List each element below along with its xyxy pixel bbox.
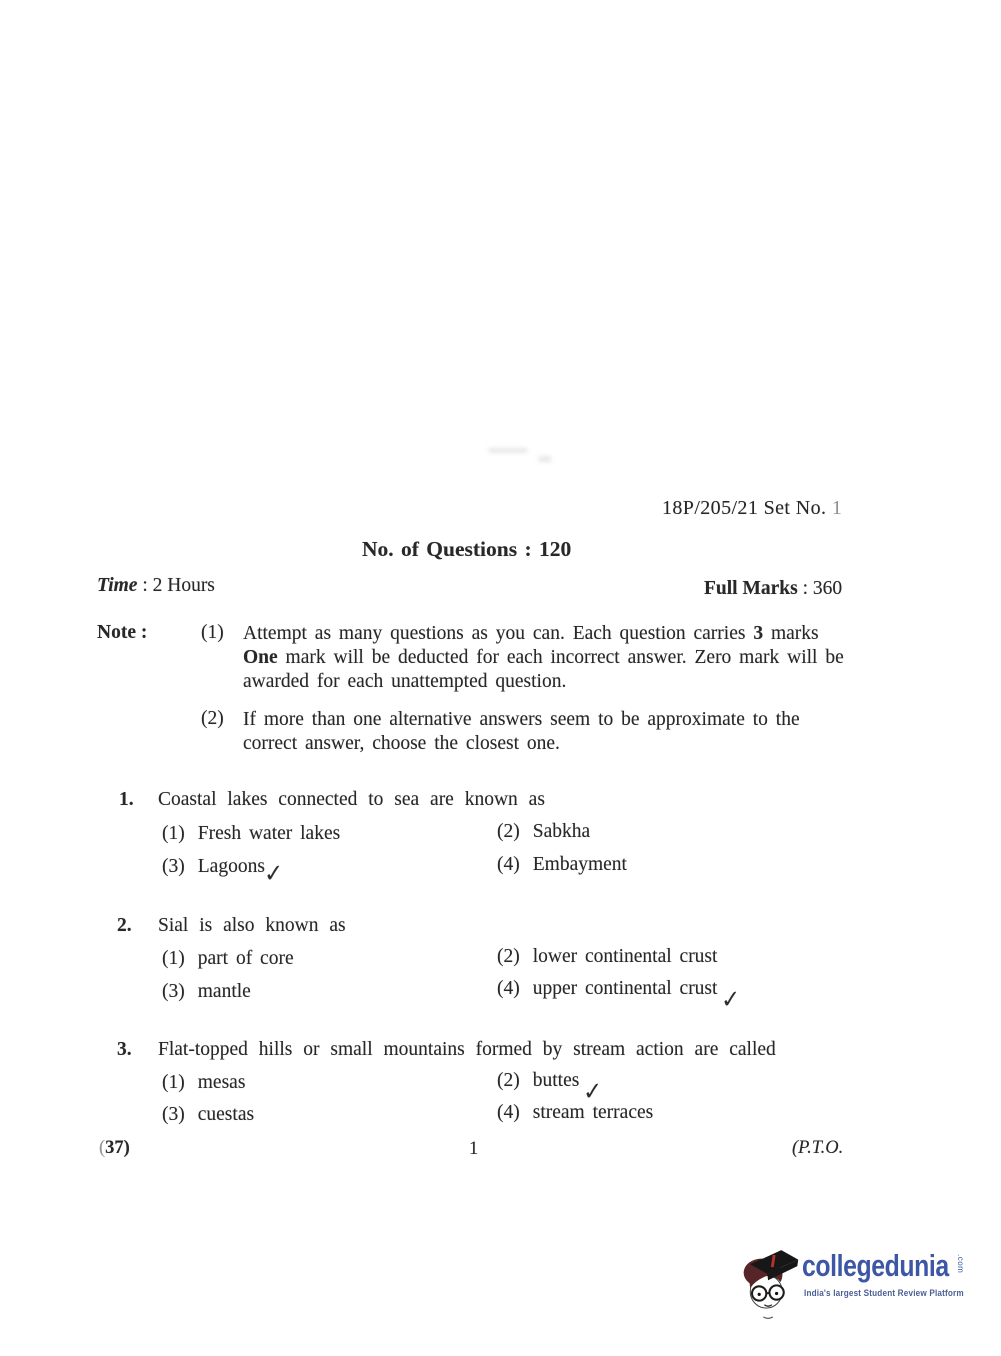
note-item-1-text	[243, 622, 844, 693]
note-item-2-number: (2)	[201, 708, 224, 729]
handwritten-checkmark: ✓	[263, 859, 284, 889]
option-number: (1)	[162, 823, 185, 844]
option-number: (1)	[162, 1072, 185, 1093]
note-label: Note :	[97, 622, 148, 643]
option-number: (1)	[162, 948, 185, 969]
option-text: upper continental crust	[532, 978, 718, 999]
question-3-option-3	[162, 1104, 254, 1126]
option-number: (3)	[162, 856, 185, 877]
paper-code-text: 18P/205/21 Set No.	[662, 497, 827, 519]
collegedunia-logo	[738, 1246, 994, 1326]
option-text: Embayment	[532, 854, 627, 875]
time-label: Time	[97, 575, 138, 596]
question-3-option-2	[497, 1070, 603, 1107]
question-1-option-2	[497, 821, 590, 843]
mascot-graduate-icon	[738, 1246, 802, 1324]
footer-set-code-paren: (	[99, 1138, 106, 1158]
scan-smudge	[538, 456, 552, 462]
handwritten-checkmark: ✓	[582, 1077, 603, 1107]
question-2-text: Sial is also known as	[158, 915, 346, 936]
option-number: (3)	[162, 1104, 185, 1125]
question-3-option-1	[162, 1072, 245, 1094]
footer-set-code-text: 37)	[105, 1138, 130, 1158]
question-3-option-4	[497, 1102, 653, 1124]
footer-set-code	[99, 1138, 130, 1159]
option-text: Sabkha	[532, 821, 591, 842]
question-2-option-4	[497, 978, 742, 1015]
question-1-text: Coastal lakes connected to sea are known as	[158, 789, 545, 810]
note-item-1-number: (1)	[201, 622, 224, 643]
question-1-option-3	[162, 856, 284, 889]
option-text: mesas	[197, 1072, 246, 1093]
full-marks-label: Full Marks	[704, 578, 798, 599]
question-2-option-3	[162, 981, 251, 1003]
paper-code	[662, 497, 842, 520]
scan-smudge	[488, 448, 528, 453]
footer-page-number: 1	[469, 1139, 479, 1159]
note-line: correct answer, choose the closest one.	[243, 732, 560, 754]
question-2-number: 2.	[117, 915, 132, 936]
handwritten-checkmark: ✓	[721, 985, 742, 1015]
question-2-option-2	[497, 946, 717, 968]
option-text: mantle	[197, 981, 251, 1002]
option-number: (2)	[497, 1070, 520, 1091]
time-allowed	[97, 575, 215, 597]
logo-wordmark: collegedunia	[802, 1248, 949, 1283]
set-number: 1	[831, 497, 843, 519]
full-marks-value: : 360	[797, 578, 843, 599]
question-2-option-1	[162, 948, 294, 970]
question-1-option-4	[497, 854, 627, 876]
time-value: : 2 Hours	[137, 575, 215, 596]
page-title: No. of Questions : 120	[362, 537, 572, 561]
question-1-option-1	[162, 823, 340, 845]
option-text: Lagoons	[197, 856, 265, 877]
option-number: (2)	[497, 946, 520, 967]
question-3-number: 3.	[117, 1039, 132, 1060]
note-item-2-text	[243, 708, 800, 756]
full-marks	[704, 578, 842, 600]
logo-tagline: India's largest Student Review Platform	[804, 1288, 964, 1299]
option-number: (3)	[162, 981, 185, 1002]
option-text: stream terraces	[532, 1102, 654, 1123]
option-text: lower continental crust	[532, 946, 718, 967]
note-line: Attempt as many questions as you can. Each question carries 3 marks	[243, 623, 819, 644]
question-1-number: 1.	[119, 789, 134, 810]
question-3-text: Flat-topped hills or small mountains formed by stream action are called	[158, 1039, 776, 1060]
option-text: cuestas	[197, 1104, 255, 1125]
option-text: Fresh water lakes	[197, 823, 341, 844]
option-number: (2)	[497, 821, 520, 842]
footer-pto: (P.T.O.	[792, 1138, 844, 1158]
note-line: If more than one alternative answers seem to be approximate to the	[243, 709, 800, 730]
note-line: One mark will be deducted for each incorrect answer. Zero mark will be	[243, 646, 844, 668]
logo-domain-suffix: .com	[956, 1254, 965, 1274]
option-number: (4)	[497, 978, 520, 999]
option-text: buttes	[532, 1070, 580, 1091]
note-line: awarded for each unattempted question.	[243, 670, 567, 692]
option-number: (4)	[497, 1102, 520, 1123]
option-number: (4)	[497, 854, 520, 875]
option-text: part of core	[197, 948, 294, 969]
